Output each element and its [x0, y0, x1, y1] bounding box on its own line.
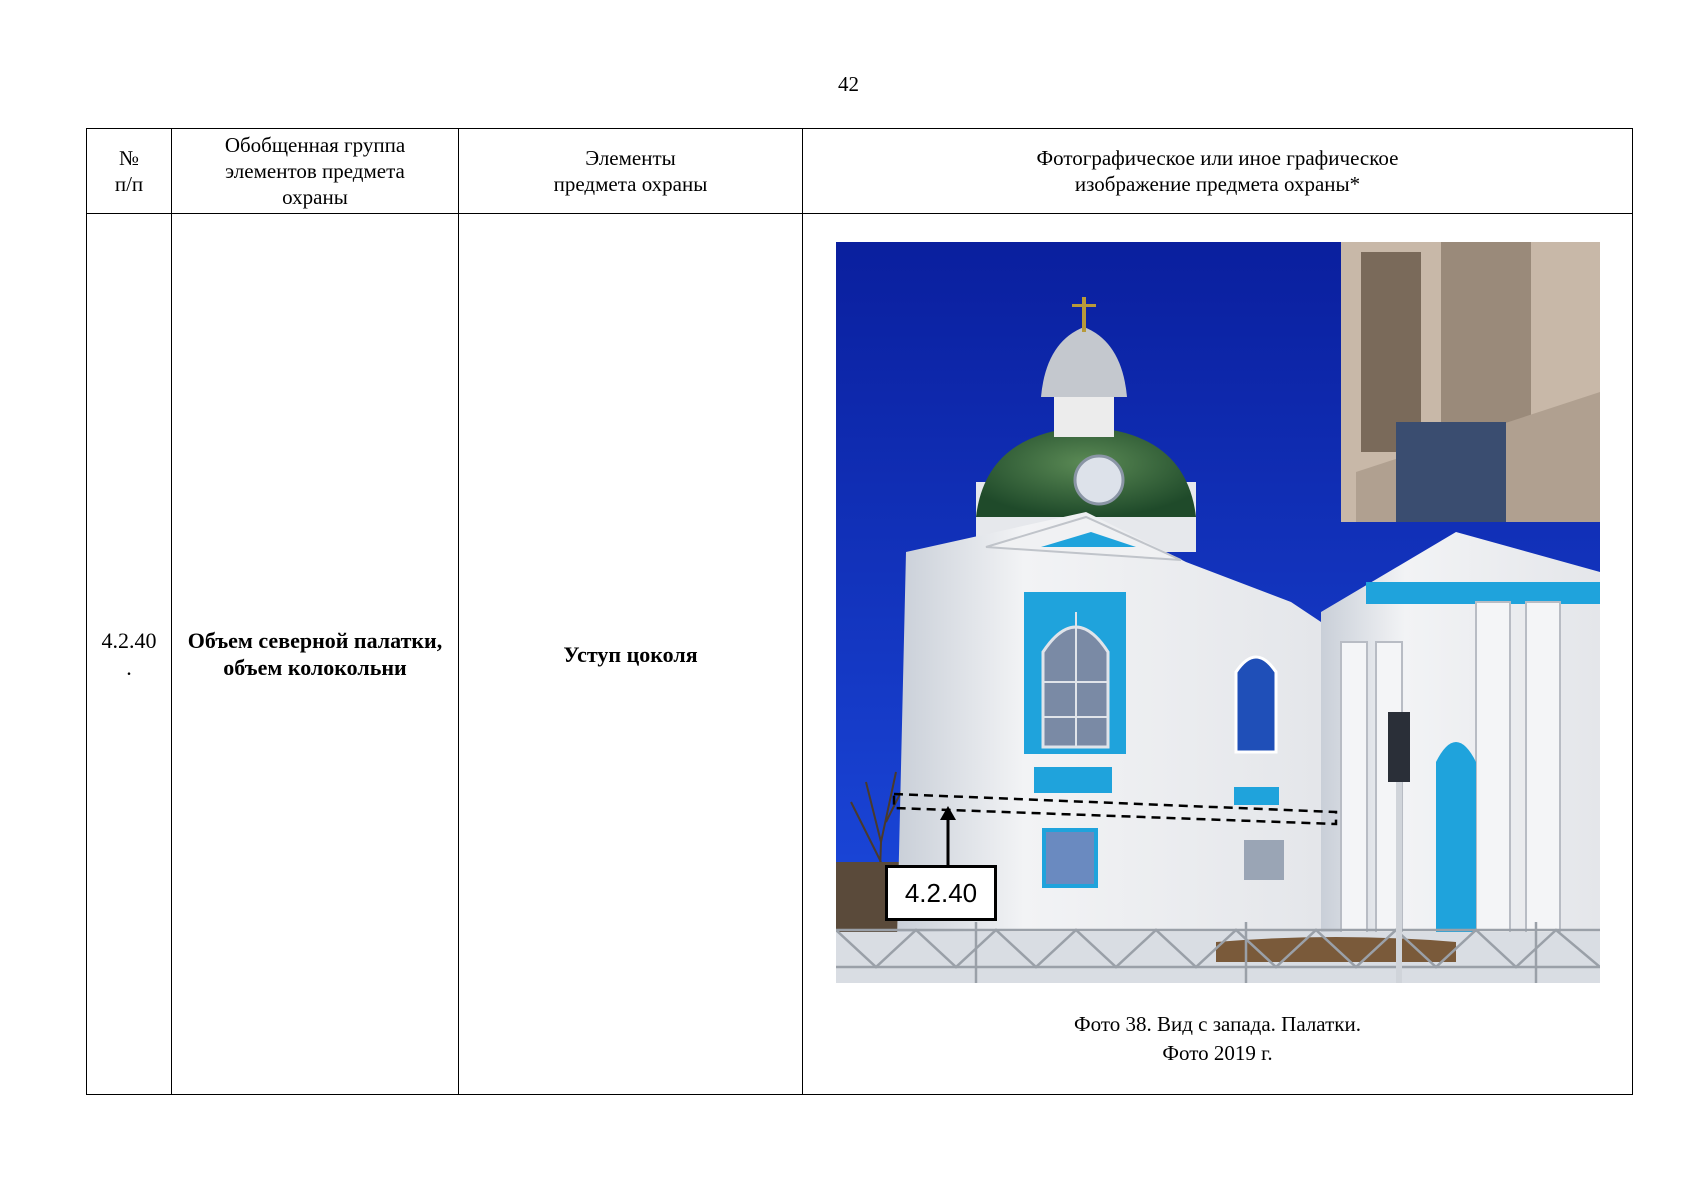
- row-group: Объем северной палатки, объем колокольни: [172, 214, 459, 1095]
- row-number: 4.2.40 .: [87, 214, 172, 1095]
- table-header-row: [87, 129, 1633, 214]
- row-element: Уступ цоколя: [459, 214, 803, 1095]
- header-image: Фотографическое или иное графическое изображение предмета охраны*: [803, 129, 1633, 214]
- header-group: Обобщенная группа элементов предмета охраны: [172, 129, 459, 214]
- caption-line-2: Фото 2019 г.: [1162, 1041, 1273, 1065]
- header-elements: Элементы предмета охраны: [459, 129, 803, 214]
- page-number: 42: [838, 72, 859, 96]
- table-row: [87, 214, 1633, 1095]
- photo-caption: [803, 1010, 1632, 1068]
- element-label-box: 4.2.40: [885, 865, 997, 921]
- protection-table: [86, 128, 1633, 1095]
- photo-cell: [803, 214, 1633, 1095]
- caption-line-1: Фото 38. Вид с запада. Палатки.: [1074, 1012, 1361, 1036]
- header-number: № п/п: [87, 129, 172, 214]
